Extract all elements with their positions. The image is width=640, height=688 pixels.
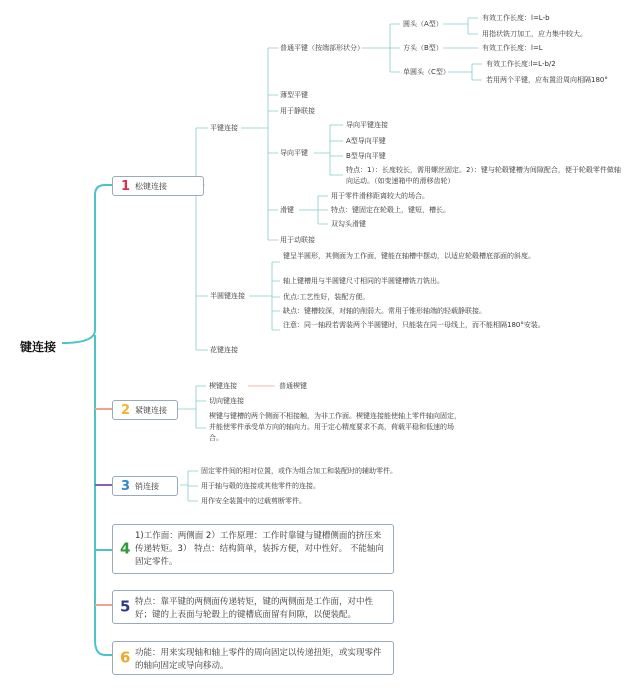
spline-node[interactable]: 花键连接 [210,346,238,354]
sliding-key-item: 双勾头滑键 [331,220,366,228]
branch-3-number: 3 [121,478,131,494]
square-head-item: 有效工作长度：l=L [482,44,543,52]
thin-flat-key-node[interactable]: 薄型平键 [280,91,308,99]
branch-1-node[interactable] [112,176,204,196]
woodruff-key-item: 优点:工艺性好，装配方便。 [283,293,370,301]
wedge-key-node[interactable]: 楔键连接 [209,382,237,390]
square-head-node[interactable]: 方头（B型） [403,44,443,52]
branch-3-label: 销连接 [135,481,160,491]
branch-4-node[interactable] [112,524,394,574]
ordinary-wedge-node[interactable]: 普通楔键 [279,382,307,390]
single-round-item: 有效工作长度:l=L-b/2 [486,60,556,68]
woodruff-key-node[interactable]: 半圆键连接 [210,292,245,300]
sliding-key-item: 用于零件滑移距离较大的场合。 [331,192,429,200]
branch-4-text: 1)工作面：两侧面 2）工作原理：工作时靠键与键槽侧面的挤压来传递转矩。3） 特点：结构简单，装拆方便，对中性好。 不能轴向固定零件。 [135,531,384,567]
guide-key-item: 导向平键连接 [346,121,388,129]
sliding-key-node[interactable]: 滑键 [280,206,294,214]
branch-2-node[interactable] [112,400,178,420]
round-head-item: 用指状铣刀加工，应力集中较大。 [482,30,587,38]
branch-3-node[interactable] [112,476,178,496]
flat-key-node[interactable]: 平键连接 [210,124,238,132]
single-round-node[interactable]: 单圆头（C型） [403,68,450,76]
single-round-item: 若用两个平键，应布置沿周向相隔180° [486,76,608,84]
static-connection-node[interactable]: 用于静联接 [280,107,315,115]
branch-6-text: 功能：用来实现轴和轴上零件的周向固定以传递扭矩，或实现零件的轴向固定或导向移动。 [135,648,382,671]
guide-key-feature: 特点：1）：长度较长，需用螺丝固定。2）：键与轮毂键槽为间隙配合，便于轮毂零件做轴向运动。（如变速箱中的滑移齿轮） [346,166,621,185]
pin-item: 固定零件间的相对位置，或作为组合加工和装配时的辅助零件。 [201,467,397,475]
guide-key-node[interactable]: 导向平键 [280,149,308,157]
wedge-key-description: 楔键与键槽的两个侧面不相接触，为非工作面。楔键连接能使轴上零件轴向固定，并能使零件承受单方向的轴向力。用于定心精度要求不高，荷载平稳和低速的场合。 [209,412,461,442]
dynamic-connection-node[interactable]: 用于动联接 [280,236,315,244]
guide-key-item: A型导向平键 [346,137,386,145]
woodruff-key-item: 键呈半圆形，其侧面为工作面，键能在轴槽中摆动，以适应轮毂槽底部面的斜度。 [283,252,535,260]
branch-1-number: 1 [121,178,131,194]
sliding-key-item: 特点：键固定在轮毂上，键短，槽长。 [331,206,450,214]
round-head-item: 有效工作长度：l=L-b [482,14,550,22]
root-node: 键连接 [20,340,57,354]
branch-1-label: 松键连接 [135,181,168,191]
branch-2-number: 2 [121,402,131,418]
branch-5-text: 特点：靠平键的两侧面传递转矩，键的两侧面是工作面，对中性好；键的上表面与轮毂上的键槽底面留有间隙，以便装配。 [135,597,374,620]
woodruff-key-item: 注意：同一轴段若需装两个半圆键时，只能装在同一母线上，而不能相隔180°安装。 [283,321,545,329]
branch-5-node[interactable] [112,590,394,624]
woodruff-key-item: 缺点：键槽较深，对轴的削弱大。常用于锥形轴端的轻载静联接。 [283,307,486,315]
branch-5-number: 5 [120,597,131,616]
pin-item: 用于轴与毂的连接或其他零件的连接。 [201,482,320,490]
branch-4-number: 4 [120,539,131,558]
branch-6-node[interactable] [112,641,394,675]
guide-key-item: B型导向平键 [346,152,386,160]
pin-item: 用作安全装置中的过载剪断零件。 [201,497,306,505]
branch-2-label: 紧键连接 [135,405,168,415]
ordinary-flat-key-node[interactable]: 普通平键（按端部形状分） [280,44,364,52]
woodruff-key-item: 轴上键槽用与半圆键尺寸相同的半圆键槽铣刀铣出。 [283,277,444,285]
tangential-key-node[interactable]: 切向键连接 [209,397,244,405]
round-head-node[interactable]: 圆头（A型） [403,20,443,28]
branch-6-number: 6 [120,648,131,667]
